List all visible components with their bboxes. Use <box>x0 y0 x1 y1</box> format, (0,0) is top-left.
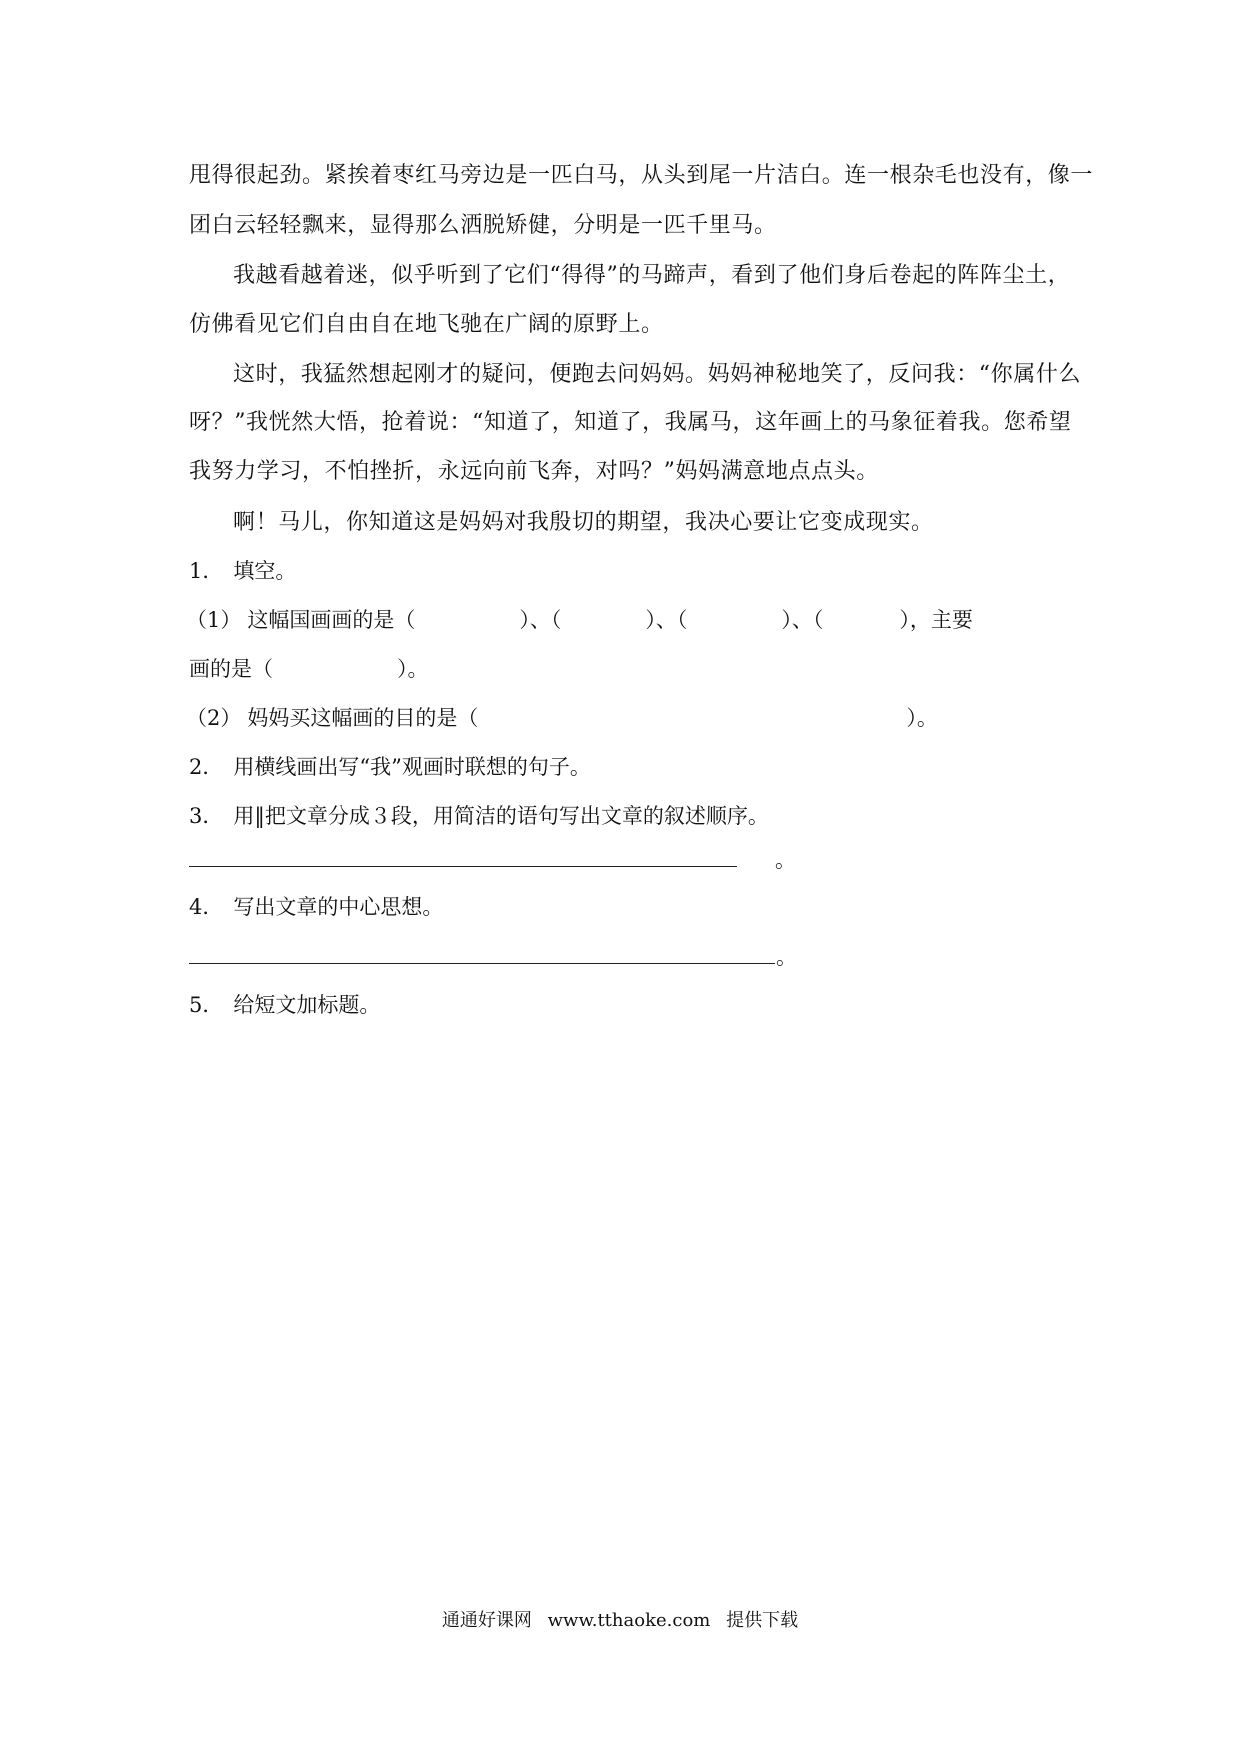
question-text: 画的是（ <box>189 657 273 681</box>
question-4 <box>189 892 443 922</box>
question-2 <box>189 752 591 782</box>
question-3 <box>189 801 769 831</box>
passage-line: 呀？”我恍然大悟，抢着说：“知道了，知道了，我属马，这年画上的马象征着我。您希望 <box>189 410 1072 435</box>
question-number: 3． <box>189 804 224 828</box>
answer-line-4[interactable] <box>189 963 775 964</box>
footer-url[interactable]: www.tthaoke.com <box>547 1610 711 1631</box>
question-text: ）。 <box>906 706 938 730</box>
question-number: 4． <box>189 895 224 919</box>
question-text: 用‖把文章分成３段，用简洁的语句写出文章的叙述顺序。 <box>233 804 769 828</box>
question-text: ）、（ <box>519 608 562 632</box>
passage-line: 这时，我猛然想起刚才的疑问，便跑去问妈妈。妈妈神秘地笑了，反问我：“你属什么 <box>233 362 1082 387</box>
question-text: 给短文加标题。 <box>233 993 381 1017</box>
passage-line: 仿佛看见它们自由自在地飞驰在广阔的原野上。 <box>189 312 664 337</box>
question-text: ），主要 <box>899 608 973 632</box>
question-1-1-continued <box>189 654 429 684</box>
question-1-2 <box>186 703 938 733</box>
question-number: 5． <box>189 993 224 1017</box>
question-number: 2． <box>189 755 224 779</box>
question-number: 1． <box>189 559 224 583</box>
footer-site-name: 通通好课网 <box>441 1610 532 1631</box>
passage-line: 我越看越着迷，似乎听到了它们“得得”的马蹄声，看到了他们身后卷起的阵阵尘土， <box>233 263 1071 288</box>
page-footer <box>0 1608 1240 1634</box>
footer-note: 提供下载 <box>726 1610 799 1631</box>
answer-line-end: 。 <box>775 848 796 872</box>
passage-line: 我努力学习，不怕挫折，永远向前飞奔，对吗？”妈妈满意地点点头。 <box>189 459 879 484</box>
question-number: （2） <box>186 706 242 730</box>
passage-line: 甩得很起劲。紧挨着枣红马旁边是一匹白马，从头到尾一片洁白。连一根杂毛也没有，像一 <box>189 163 1094 188</box>
question-text: ）、（ <box>645 608 688 632</box>
answer-line-end: 。 <box>776 945 797 969</box>
question-text: 填空。 <box>233 559 297 583</box>
question-text: ）。 <box>397 657 429 681</box>
question-text: 这幅国画画的是（ <box>247 608 416 632</box>
question-number: （1） <box>186 608 242 632</box>
question-text: 写出文章的中心思想。 <box>233 895 444 919</box>
question-text: 用横线画出写“我”观画时联想的句子。 <box>233 755 591 779</box>
passage-line: 啊！马儿，你知道这是妈妈对我殷切的期望，我决心要让它变成现实。 <box>233 510 934 535</box>
question-5 <box>189 990 380 1020</box>
question-text: ）、（ <box>781 608 824 632</box>
question-1 <box>189 556 296 586</box>
answer-line-3[interactable] <box>189 866 737 867</box>
question-1-1 <box>186 605 973 635</box>
passage-line: 团白云轻轻飘来，显得那么洒脱矫健，分明是一匹千里马。 <box>189 213 777 238</box>
question-text: 妈妈买这幅画的目的是（ <box>247 706 479 730</box>
